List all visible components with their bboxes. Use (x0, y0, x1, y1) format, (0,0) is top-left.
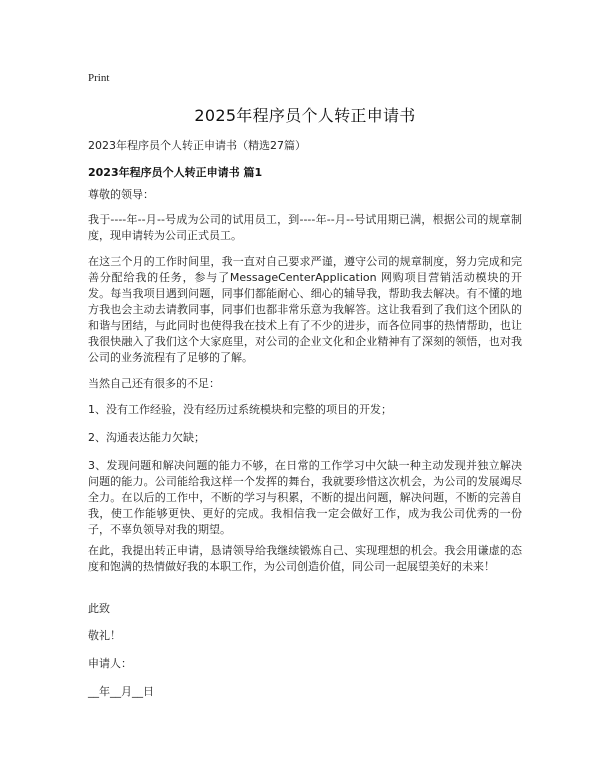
document-subtitle: 2023年程序员个人转正申请书（精选27篇） (88, 139, 306, 152)
paragraph-intro: 我于----年--月--号成为公司的试用员工，到----年--月--号试用期已满，根据公司的规章制度，现申请转为公司正式员工。 (88, 213, 522, 242)
print-label[interactable]: Print (88, 72, 110, 84)
date-line: __年__月__日 (88, 685, 154, 698)
paragraph-request: 在此，我提出转正申请，恳请领导给我继续锻炼自己、实现理想的机会。我会用谦虚的态度和饱满的热情做好我的本职工作，为公司创造价值，同公司一起展望美好的未来！ (88, 544, 522, 573)
shortcoming-item-3: 3、发现问题和解决问题的能力不够，在日常的工作学习中欠缺一种主动发现并独立解决问题的能力。公司能给我这样一个发挥的舞台，我就要珍惜这次机会，为公司的发展竭尽全力。在以后的工作中，不断的学习与积累，不断的提出问题，解决问题，不断的完善自我，使工作能够更快、更好的完成。我相信我一定会做好工作，成为我公司优秀的一份子，不辜负领导对我的期望。 (88, 459, 522, 536)
page-title: 2025年程序员个人转正申请书 (194, 106, 416, 125)
paragraph-shortcomings-intro: 当然自己还有很多的不足： (88, 377, 220, 390)
closing-line-1: 此致 (88, 602, 110, 615)
closing-line-2: 敬礼！ (88, 629, 121, 642)
shortcoming-item-2: 2、沟通表达能力欠缺； (88, 431, 205, 444)
paragraph-work-summary: 在这三个月的工作时间里，我一直对自己要求严谨，遵守公司的规章制度，努力完成和完善分配给我的任务，参与了MessageCenterApplication 网购项目营销活动模块的开发。每当我项目遇到问题，同事们都能耐心、细心的辅导我，帮助我去解决。有不懂的地方我也会主动去请教同事，同事们也都非常乐意为我解答。这让我看到了我们这个团队的和谐与团结，与此同时也使得我在技术上有了不少的进步，而各位同事的热情帮助，也让我很快融入了我们这个大家庭里，对公司的企业文化和企业精神有了深刻的领悟，也对我公司的业务流程有了足够的了解。 (88, 255, 522, 364)
greeting: 尊敬的领导： (88, 188, 154, 201)
shortcoming-item-1: 1、没有工作经验，没有经历过系统模块和完整的项目的开发； (88, 403, 392, 416)
applicant-label: 申请人： (88, 657, 132, 670)
section-heading: 2023年程序员个人转正申请书 篇1 (88, 166, 263, 179)
